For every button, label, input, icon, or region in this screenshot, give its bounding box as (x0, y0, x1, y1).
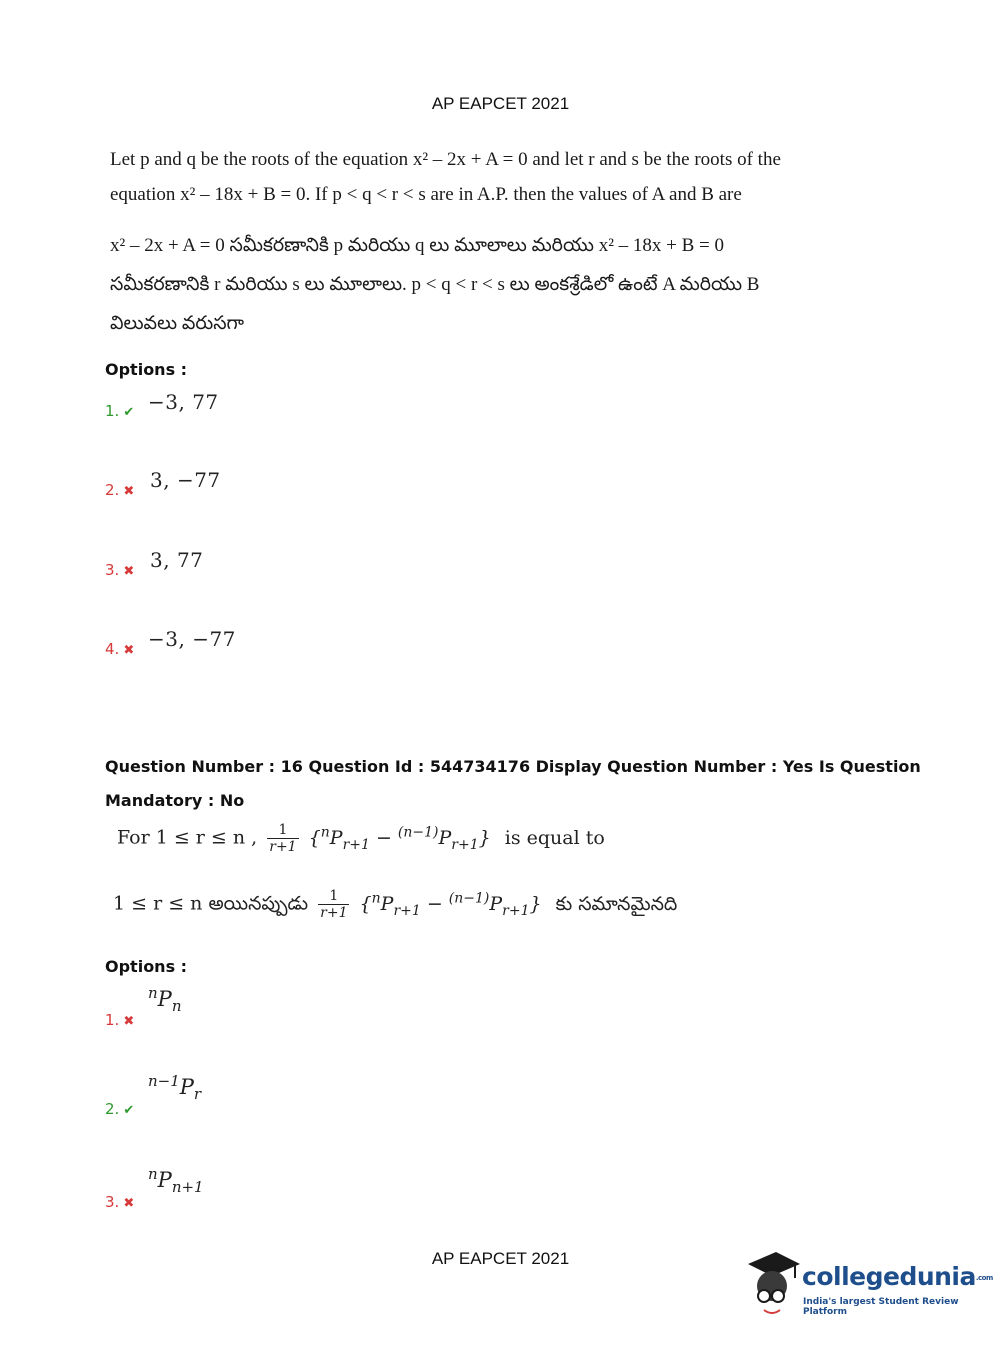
question-text: For 1 ≤ r ≤ n , (117, 826, 258, 849)
options-heading: Options : (105, 957, 188, 976)
permutation-expression: $\{^nP_{r+1} - ^{(n-1)}P_{r+1}\}$ (359, 890, 542, 919)
page-footer: AP EAPCET 2021 (431, 1249, 570, 1268)
option-superscript: n (148, 1165, 158, 1183)
wrong-cross-icon: ✖ (123, 483, 135, 498)
option-value: 3, −77 (150, 468, 221, 492)
option-base: P (157, 1168, 172, 1192)
option-subscript: n+1 (171, 1178, 204, 1197)
fraction-denominator: r+1 (269, 839, 297, 855)
wrong-cross-icon: ✖ (123, 1195, 135, 1210)
question-15-telugu-line: విలువలు వరుసగా (110, 313, 245, 334)
option-number: 1. (105, 402, 120, 420)
correct-check-icon: ✔ (123, 1102, 135, 1117)
option-row (105, 1100, 134, 1119)
option-number: 4. (105, 640, 120, 658)
option-value (148, 1165, 204, 1196)
options-heading: Options : (105, 360, 188, 379)
option-subscript: r (193, 1085, 202, 1104)
option-number: 3. (105, 1193, 120, 1211)
option-number: 2. (105, 1100, 120, 1118)
question-text: 1 ≤ r ≤ n అయినప్పుడు (113, 892, 309, 915)
option-value: −3, −77 (148, 627, 236, 651)
option-row (105, 561, 134, 580)
option-value: −3, 77 (148, 390, 219, 414)
option-superscript: n−1 (148, 1072, 180, 1090)
option-number: 3. (105, 561, 120, 579)
collegedunia-logo (742, 1250, 993, 1318)
question-meta-line: Mandatory : No (105, 791, 245, 810)
fraction-numerator: 1 (318, 888, 349, 905)
option-subscript: n (171, 997, 182, 1016)
correct-check-icon: ✔ (123, 404, 135, 419)
fraction (318, 888, 349, 921)
question-16-english (117, 822, 605, 855)
option-number: 1. (105, 1011, 120, 1029)
permutation-expression: $\{^nP_{r+1} - ^{(n-1)}P_{r+1}\}$ (308, 824, 491, 853)
option-superscript: n (148, 984, 158, 1002)
logo-com: .com (975, 1274, 993, 1282)
fraction-denominator: r+1 (320, 905, 348, 921)
question-text: కు సమానమైనది (555, 892, 678, 915)
option-number: 2. (105, 481, 120, 499)
mascot-icon (742, 1250, 802, 1318)
option-base: P (179, 1075, 194, 1099)
logo-name: collegedunia (802, 1262, 976, 1291)
option-row (105, 1011, 134, 1030)
wrong-cross-icon: ✖ (123, 563, 135, 578)
option-row (105, 1193, 134, 1212)
page-header: AP EAPCET 2021 (431, 94, 570, 113)
question-15-telugu-line: x² – 2x + A = 0 సమీకరణానికి p మరియు q లు మూలాలు మరియు x² – 18x + B = 0 (110, 235, 725, 256)
question-meta-line: Question Number : 16 Question Id : 544734176 Display Question Number : Yes Is Question (105, 757, 921, 776)
logo-tagline: India's largest Student Review Platform (803, 1297, 959, 1317)
option-value: 3, 77 (150, 548, 204, 572)
question-16-telugu (113, 888, 677, 921)
wrong-cross-icon: ✖ (123, 1013, 135, 1028)
option-base: P (157, 987, 172, 1011)
question-15-telugu-line: సమీకరణానికి r మరియు s లు మూలాలు. p < q < r < s లు అంకశ్రేడిలో ఉంటే A మరియు B (110, 274, 760, 295)
option-row (105, 402, 134, 421)
fraction (267, 822, 298, 855)
option-value (148, 1072, 201, 1103)
question-15-telugu (110, 226, 759, 343)
question-15-english-line: equation x² – 18x + B = 0. If p < q < r < s are in A.P. then the values of A and B are (110, 184, 742, 205)
question-15-english (110, 142, 781, 212)
wrong-cross-icon: ✖ (123, 642, 135, 657)
fraction-numerator: 1 (267, 822, 298, 839)
option-row (105, 640, 134, 659)
question-16-meta (105, 750, 921, 818)
question-text: is equal to (504, 826, 605, 849)
question-15-english-line: Let p and q be the roots of the equation x² – 2x + A = 0 and let r and s be the roots of the (110, 149, 781, 170)
option-value (148, 984, 181, 1015)
option-row (105, 481, 134, 500)
